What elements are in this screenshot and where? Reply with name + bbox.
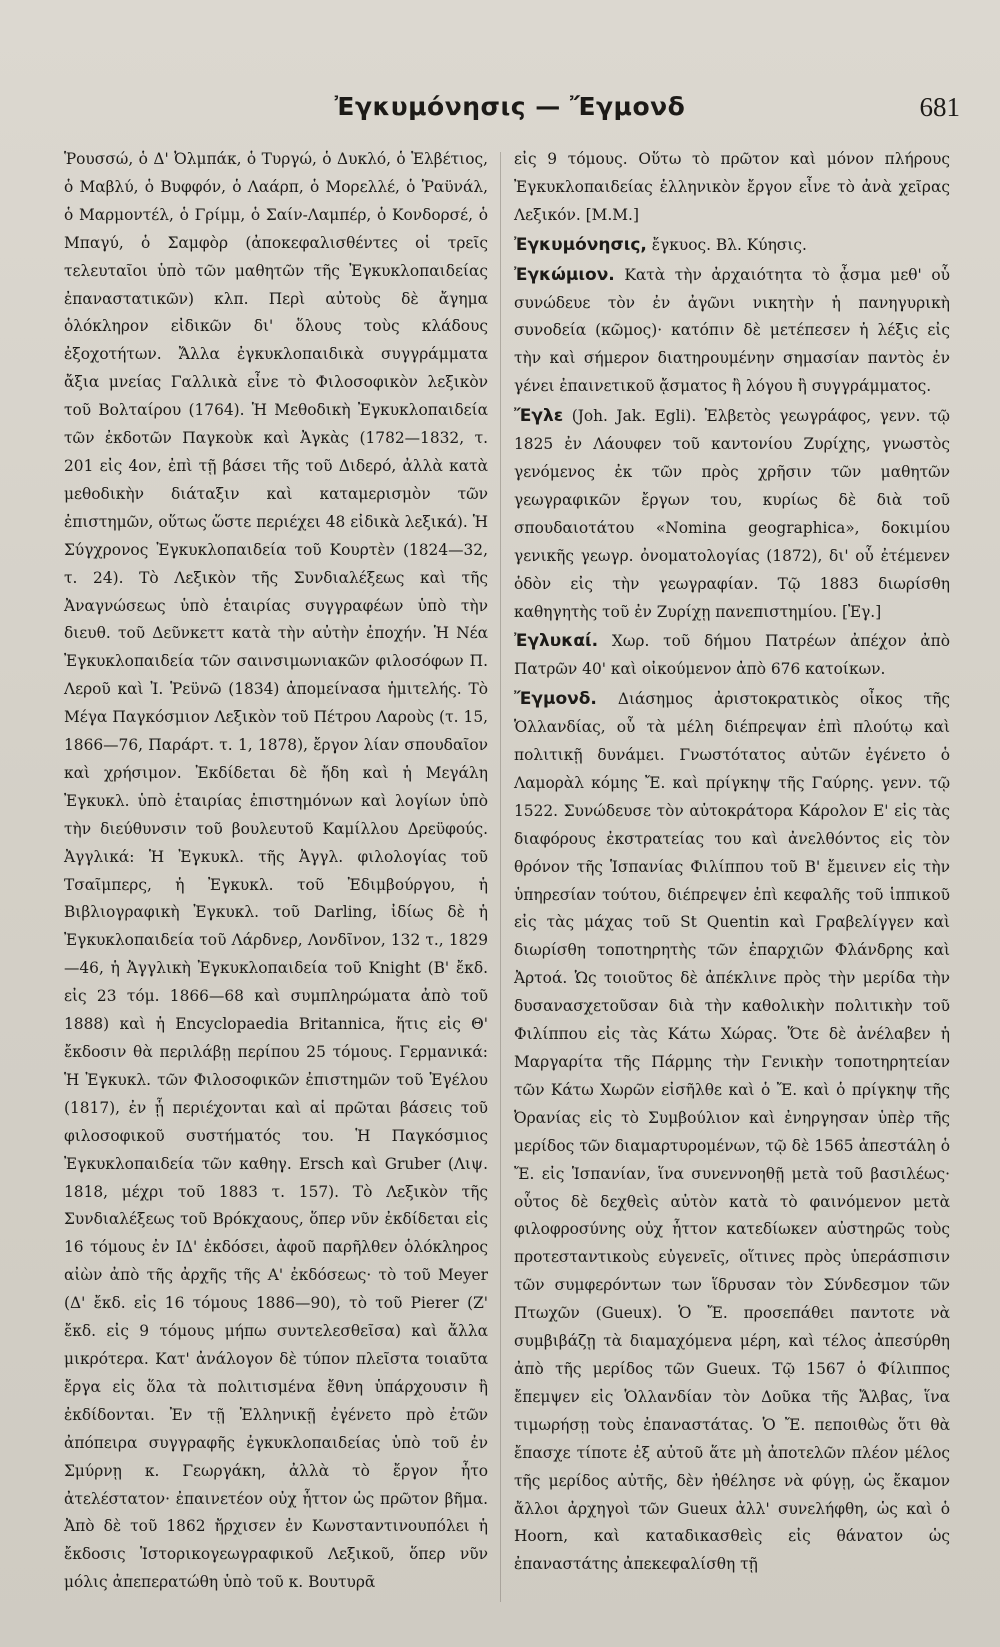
headword: Ἔγμονδ. [514, 689, 597, 710]
entry-body: Χωρ. τοῦ δήμου Πατρέων ἀπέχον ἀπὸ Πατρῶν 40' καὶ οἰκούμενον ἀπὸ 676 κατοίκων. [514, 632, 950, 679]
page-header [60, 92, 960, 132]
headword: Ἔγλε [514, 406, 564, 427]
entry-body: Κατὰ τὴν ἀρχαιότητα τὸ ᾆσμα μεθ' οὗ συνώδευε τὸν ἐν ἀγῶνι νικητὴν ἡ πανηγυρικὴ συνοδεία (κῶμος)· κατόπιν δὲ μετέπεσεν ἡ λέξις εἰς τὴν καὶ σήμερον διατηρουμένην σημασίαν παντὸς ἐν γένει ἐπαινετικοῦ ᾄσματος ἢ λόγου ἢ συγγράμματος. [514, 265, 950, 396]
column-divider [500, 152, 501, 1602]
continuation-text: εἰς 9 τόμους. Οὕτω τὸ πρῶτον καὶ μόνον πλήρους Ἐγκυκλοπαιδείας ἑλληνικὸν ἔργον εἶνε τὸ ἀνὰ χεῖρας Λεξικόν. [514, 150, 950, 224]
headword: Ἐγκυμόνησις, [514, 234, 647, 255]
continuation-paragraph [514, 146, 950, 230]
entry-body: (Joh. Jak. Egli). Ἑλβετὸς γεωγράφος, γενν. τῷ 1825 ἐν Λάουφεν τοῦ καντονίου Ζυρίχης, γνωστὸς γενόμενος ἐκ τῶν πρὸς χρῆσιν τῶν μαθητῶν γεωγραφικῶν ἔργων του, κυρίως δὲ διὰ τοῦ σπουδαιοτάτου «Nomina geographica», δοκιμίου γενικῆς γεωγρ. ὀνοματολογίας (1872), δι' οὗ ἐτέμενεν ὁδὸν εἰς τὴν γεωγραφίαν. Τῷ 1883 διωρίσθη καθηγητὴς τοῦ ἐν Ζυρίχῃ πανεπιστημίου. [514, 407, 950, 621]
headword: Ἐγλυκαί. [514, 631, 599, 652]
entry-egmond [514, 686, 950, 1579]
entry-egkymonesis [514, 232, 950, 260]
page-number: 681 [919, 92, 960, 122]
encyclopedia-article-text: Ῥουσσώ, ὁ Δ' Ὀλμπάκ, ὁ Τυργώ, ὁ Δυκλό, ὁ Ἑλβέτιος, ὁ Μαβλύ, ὁ Βυφφόν, ὁ Λαάρπ, ὁ Μορελλέ, ὁ Ῥαϋνάλ, ὁ Μαρμοντέλ, ὁ Γρίμμ, ὁ Σαίν-Λαμπέρ, ὁ Κονδορσέ, ὁ Μπαγύ, ὁ Σαμφὸρ (ἀποκεφαλισθέντες οἱ τρεῖς τελευταῖοι ὑπὸ τῶν μαθητῶν τῆς Ἐγκυκλοπαιδείας ἐπαναστατικῶν) κλπ. Περὶ αὐτοὺς δὲ ἄγημα ὁλόκληρον εἰδικῶν δι' ὅλους τοὺς κλάδους ἐξοχοτήτων. Ἄλλα ἐγκυκλοπαιδικὰ συγγράμματα ἄξια μνείας Γαλλικὰ εἶνε τὸ Φιλοσοφικὸν λεξικὸν τοῦ Βολταίρου (1764). Ἡ Μεθοδικὴ Ἐγκυκλοπαιδεία τῶν ἐκδοτῶν Παγκοὺκ καὶ Ἀγκὰς (1782—1832, τ. 201 εἰς 4ον, ἐπὶ τῇ βάσει τῆς τοῦ Διδερό, ἀλλὰ κατὰ μεθοδικὴν διάταξιν καὶ καταμερισμὸν τῶν ἐπιστημῶν, οὕτως ὥστε περιέχει 48 εἰδικὰ λεξικά). Ἡ Σύγχρονος Ἐγκυκλοπαιδεία τοῦ Κουρτὲν (1824—32, τ. 24). Τὸ Λεξικὸν τῆς Συνδιαλέξεως καὶ τῆς Ἀναγνώσεως ὑπὸ ἑταιρίας συγγραφέων ὑπὸ τὴν διευθ. τοῦ Δεῦνκεττ κατὰ τὴν αὐτὴν ἐποχήν. Ἡ Νέα Ἐγκυκλοπαιδεία τῶν σαινσιμωνιακῶν φιλοσόφων Π. Λεροῦ καὶ Ἰ. Ῥεϋνῶ (1834) ἀπομείνασα ἡμιτελής. Τὸ Μέγα Παγκόσμιον Λεξικὸν τοῦ Πέτρου Λαρoὺς (τ. 15, 1866—76, Παράρτ. τ. 1, 1878), ἔργον λίαν σπουδαῖον καὶ χρήσιμον. Ἐκδίδεται δὲ ἤδη καὶ ἡ Μεγάλη Ἐγκυκλ. ὑπὸ ἑταιρίας ἐπιστημόνων καὶ λογίων ὑπὸ τὴν διεύθυνσιν τοῦ βουλευτοῦ Καμίλλου Δρεϋφούς. Ἀγγλικά: Ἡ Ἐγκυκλ. τῆς Ἀγγλ. φιλολογίας τοῦ Τσαῖμπερς, ἡ Ἐγκυκλ. τοῦ Ἐδιμβούργου, ἡ Βιβλιογραφικὴ Ἐγκυκλ. τοῦ Darling, ἰδίως δὲ ἡ Ἐγκυκλοπαιδεία τοῦ Λάρδνερ, Λονδῖνον, 132 τ., 1829—46, ἡ Ἀγγλικὴ Ἐγκυκλοπαιδεία τοῦ Knight (Β' ἔκδ. εἰς 23 τόμ. 1866—68 καὶ συμπληρώματα ἀπὸ τοῦ 1888) καὶ ἡ Encyclopaedia Britannica, ἥτις εἰς Θ' ἔκδοσιν θὰ περιλάβῃ περίπου 25 τόμους. Γερμανικά: Ἡ Ἐγκυκλ. τῶν Φιλοσοφικῶν ἐπιστημῶν τοῦ Ἑγέλου (1817), ἐν ᾗ περιέχονται καὶ αἱ πρῶται βάσεις τοῦ φιλοσοφικοῦ συστήματός του. Ἡ Παγκόσμιος Ἐγκυκλοπαιδεία τῶν καθηγ. Ersch καὶ Gruber (Λιψ. 1818, μέχρι τοῦ 1883 τ. 157). Τὸ Λεξικὸν τῆς Συνδιαλέξεως τοῦ Βρόκχαους, ὅπερ νῦν ἐκδίδεται εἰς 16 τόμους ἐν ΙΔ' ἐκδόσει, ἀφοῦ παρῆλθεν ὁλόκληρος αἰὼν ἀπὸ τῆς ἀρχῆς τῆς Α' ἐκδόσεως· τὸ τοῦ Meyer (Δ' ἔκδ. εἰς 16 τόμους 1886—90), τὸ τοῦ Pierer (Ζ' ἔκδ. εἰς 9 τόμους μήπω συντελεσθεῖσα) καὶ ἄλλα μικρότερα. Κατ' ἀνάλογον δὲ τύπον πλεῖστα τοιαῦτα ἔργα εἰς ὅλα τὰ πολιτισμένα ἔθνη ὑπάρχουσιν ἢ ἐκδίδονται. Ἐν τῇ Ἑλληνικῇ ἐγένετο πρὸ ἐτῶν ἀπόπειρα συγγραφῆς ἐγκυκλοπαιδείας ὑπὸ τοῦ ἐν Σμύρνῃ κ. Γεωργάκη, ἀλλὰ τὸ ἔργον ἦτο ἀτελέστατον· ἐπαινετέον οὐχ ἧττον ὡς πρῶτον βῆμα. Ἀπὸ δὲ τοῦ 1862 ἤρχισεν ἐν Κωνσταντινουπόλει ἡ ἔκδοσις Ἱστορικογεωγραφικοῦ Λεξικοῦ, ὅπερ νῦν μόλις ἀπεπερατώθη ὑπὸ τοῦ κ. Βουτυρᾶ [64, 150, 488, 1592]
left-column [64, 146, 488, 1597]
entry-body: Διάσημος ἀριστοκρατικὸς οἶκος τῆς Ὁλλανδίας, οὗ τὰ μέλη διέπρεψαν ἐπὶ πλούτῳ καὶ πολιτικῇ δυνάμει. Γνωστότατος αὐτῶν ἐγένετο ὁ Λαμορὰλ κόμης Ἔ. καὶ πρίγκηψ τῆς Γαύρης. γενν. τῷ 1522. Συνώδευσε τὸν αὐτοκράτορα Κάρολον Ε' εἰς τὰς διαφόρους ἐκστρατείας του καὶ ἀνελθόντος εἰς τὸν θρόνον τῆς Ἱσπανίας Φιλίππου τοῦ Β' ἔμεινεν εἰς τὴν ὑπηρεσίαν τούτου, διέπρεψεν ἐπὶ κεφαλῆς τοῦ ἱππικοῦ εἰς τὰς μάχας τοῦ St Quentin καὶ Γραβελίγγεν καὶ διωρίσθη τοποτηρητὴς τῶν ἐπαρχιῶν Φλάνδρης καὶ Ἀρτοά. Ὡς τοιοῦτος δὲ ἀπέκλινε πρὸς τὴν μερίδα τὴν δυσανασχετοῦσαν διὰ τὴν καθολικὴν πολιτικὴν τοῦ Φιλίππου εἰς τὰς Κάτω Χώρας. Ὅτε δὲ ἀνέλαβεν ἡ Μαργαρίτα τῆς Πάρμης τὴν Γενικὴν τοποτηρητείαν τῶν Κάτω Χωρῶν εἰσῆλθε καὶ ὁ Ἔ. καὶ ὁ πρίγκηψ τῆς Ὀρανίας εἰς τὸ Συμβούλιον καὶ ἐνηργησαν ὑπὲρ τῆς μερίδος τῶν διαμαρτυρομένων, τῷ δὲ 1565 ἀπεστάλη ὁ Ἔ. εἰς Ἱσπανίαν, ἵνα συνεννοηθῇ μετὰ τοῦ βασιλέως· οὗτος δὲ δεχθεὶς αὐτὸν κατὰ τὸ φαινόμενον μετὰ φιλοφροσύνης οὐχ ἧττον κατεδίωκεν αὐστηρῶς τοὺς προτεσταντικοὺς εὐγενεῖς, οἵτινες πρὸς ὑπεράσπισιν τῶν συμφερόντων των ἵδρυσαν τὸν Σύνδεσμον τῶν Πτωχῶν (Gueux). Ὁ Ἔ. προσεπάθει παντοτε νὰ συμβιβάζῃ τὰ διαμαχόμενα μέρη, καὶ τέλος ἀπεσύρθη ἀπὸ τῆς μερίδος τῶν Gueux. Τῷ 1567 ὁ Φίλιππος ἔπεμψεν εἰς Ὁλλανδίαν τὸν Δοῦκα τῆς Ἄλβας, ἵνα τιμωρήσῃ τοὺς ἐπαναστάτας. Ὁ Ἔ. πεποιθὼς ὅτι θὰ ἔπασχε τίποτε ἐξ αὐτοῦ ἅτε μὴ ἀποτελῶν πλέον μέλος τῆς μερίδος αὐτῆς, δὲν ἠθέλησε νὰ φύγῃ, ὡς ἔκαμον ἄλλοι ἀρχηγοὶ τῶν Gueux ἀλλ' συνελήφθη, ὡς καὶ ὁ Hoorn, καὶ καταδικασθεὶς εἰς θάνατον ὡς ἐπαναστάτης ἀπεκεφαλίσθη τῇ [514, 690, 950, 1574]
entry-editor: [Ἐγ.] [841, 602, 882, 621]
headword: Ἐγκώμιον. [514, 264, 615, 285]
right-column [514, 146, 950, 1579]
continuation-editor: [Μ.Μ.] [585, 205, 639, 224]
entry-body: ἔγκυος. Βλ. Κύησις. [651, 235, 807, 254]
entry-egkomion [514, 262, 950, 402]
entry-egli [514, 403, 950, 626]
entry-eglykai [514, 628, 950, 684]
running-head: Ἐγκυμόνησις — Ἔγμονδ [334, 92, 686, 121]
